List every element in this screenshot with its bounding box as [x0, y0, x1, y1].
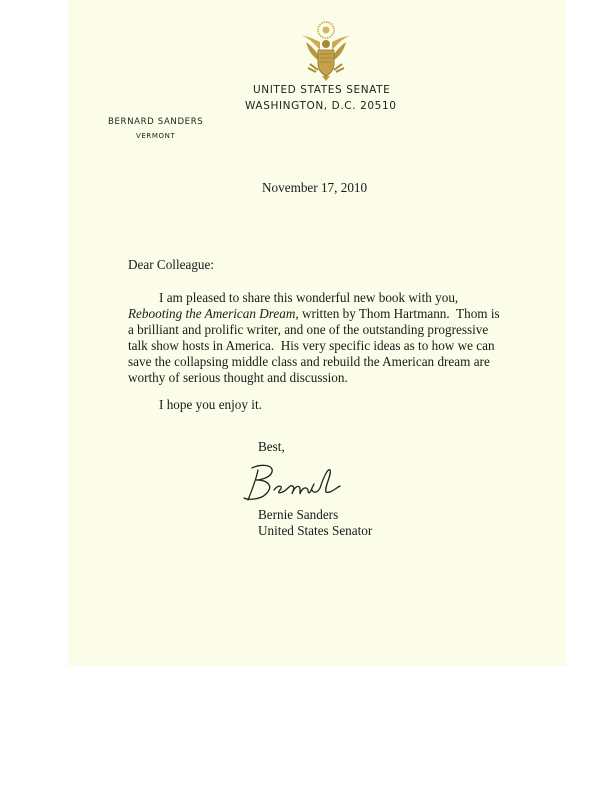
body-line: [128, 338, 500, 354]
signer-name: Bernie Sanders: [258, 507, 339, 522]
body-paragraph-1: [128, 290, 500, 386]
body-text: talk show hosts in America. His very specific ideas as to how we can: [128, 338, 495, 353]
body-text: save the collapsing middle class and rebuild the American dream are: [128, 354, 490, 369]
body-line: [128, 354, 500, 370]
letterhead-address: WASHINGTON, D.C. 20510: [245, 100, 397, 112]
body-line: [128, 322, 500, 338]
letterhead-institution: UNITED STATES SENATE: [253, 84, 391, 96]
salutation: Dear Colleague:: [128, 257, 215, 272]
body-line: [128, 306, 500, 322]
book-title: Rebooting the American Dream,: [128, 306, 299, 321]
body-line: [128, 370, 500, 386]
body-text: a brilliant and prolific writer, and one of the outstanding progressive: [128, 322, 489, 337]
body-paragraph-2: I hope you enjoy it.: [159, 397, 262, 412]
body-text: written by Thom Hartmann. Thom is: [298, 306, 500, 321]
signature: [240, 460, 360, 505]
great-seal-icon: [296, 20, 356, 82]
senator-state: VERMONT: [136, 132, 176, 140]
body-line: [128, 290, 500, 306]
closing: Best,: [258, 439, 285, 454]
signer-title: United States Senator: [258, 523, 373, 538]
body-text: I am pleased to share this wonderful new book with you,: [159, 290, 459, 305]
body-text: worthy of serious thought and discussion.: [128, 370, 348, 385]
senator-name: BERNARD SANDERS: [108, 117, 204, 127]
letter-date: November 17, 2010: [262, 180, 368, 195]
